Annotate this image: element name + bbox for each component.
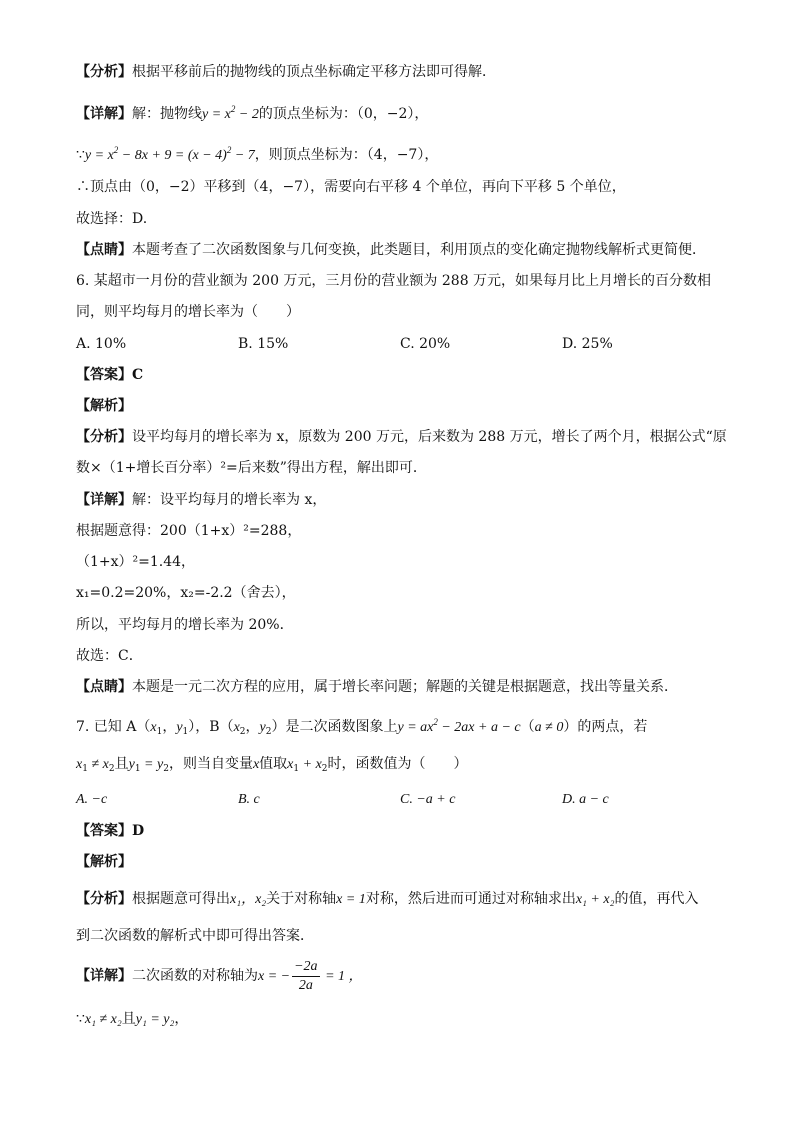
detail-line <box>76 98 428 126</box>
q6-step-5: 故选：C． <box>76 648 143 664</box>
q6-option-d: D. 25% <box>562 336 613 352</box>
detail-text-2: 的顶点坐标为：（0，−2）， <box>258 106 429 122</box>
choice-line <box>76 208 147 230</box>
q6-detail-text: 解：设平均每月的增长率为 x， <box>132 492 327 508</box>
q6-analysis-line-2 <box>76 457 427 479</box>
q6-step-3: x₁=0.2=20%，x₂=-2.2（舍去）， <box>76 585 296 601</box>
q6-option-a: A. 10% <box>76 336 127 352</box>
q7-analysis-label: 【解析】 <box>76 854 132 870</box>
fraction: $\frac{-2a}{2a}$ <box>294 958 318 993</box>
q6-answer: 【答案】C <box>76 367 144 383</box>
q7-answer: 【答案】D <box>76 823 145 839</box>
q6-comment-text: 本题是一元二次方程的应用，属于增长率问题；解题的关键是根据题意，找出等量关系． <box>132 679 678 695</box>
q6-analysis-label: 【解析】 <box>76 398 132 414</box>
equation: $y = ax^2 - 2ax + a - c$ <box>397 717 521 735</box>
detail-tag: 【详解】 <box>76 106 132 122</box>
q7-stem-line-2: $x_1 \ne x_2$且$y_1 = y_2$，则当自变量x值取$x_1 + x_2$时，函数值为（ ） <box>76 756 468 774</box>
q6-stem-text-2: 同，则平均每月的增长率为（ ） <box>76 304 300 320</box>
q6-step-1: 根据题意得：200（1+x）²=288， <box>76 523 302 539</box>
q6-detail-line <box>76 489 326 511</box>
because-text: ，则顶点坐标为：（4，−7）， <box>254 147 439 163</box>
q6-comment-tag: 【点睛】 <box>76 679 132 695</box>
because-line <box>76 139 438 167</box>
q6-comment-line <box>76 676 678 698</box>
q7-detail-line: 【详解】二次函数的对称轴为x = − $\frac{-2a}{2a}$ = 1 ， <box>76 958 363 993</box>
q6-stem-line-2 <box>76 301 300 323</box>
comment-tag: 【点睛】 <box>76 242 132 258</box>
choice-text: 故选择：D. <box>76 211 148 227</box>
q6-analysis-text: 设平均每月的增长率为 x，原数为 200 万元，后来数为 288 万元，增长了两个月，根据公式“原 <box>132 429 727 445</box>
q6-step-4: 所以，平均每月的增长率为 20%． <box>76 617 294 633</box>
equation: $y = x^2 - 8x + 9 = (x - 4)^2 - 7$ <box>84 145 255 163</box>
q7-analysis-line-1: 【分析】根据题意可得出x₁，x₂关于对称轴x = 1对称，然后进而可通过对称轴求出x₁ + x₂的值，再代入 <box>76 891 699 907</box>
q6-analysis-text-2: 数×（1+增长百分率）²=后来数”得出方程，解出即可． <box>76 460 427 476</box>
q7-analysis-line-2 <box>76 925 314 947</box>
q7-option-a: A. −c <box>76 792 108 807</box>
q7-option-c: C. −a + c <box>400 792 456 807</box>
q6-stem-text: 6. 某超市一月份的营业额为 200 万元，三月份的营业额为 288 万元，如果每月比上月增长的百分数相 <box>76 273 712 289</box>
q7-stem-line-1: 7. 已知 $A(x_1$，$y_1$），$B(x_2$，$y_2$）是二次函数图象上$y = ax^2 - 2ax + a - c(a \ne 0)$的两点，若 <box>76 717 648 737</box>
q6-option-b: B. 15% <box>238 336 289 352</box>
therefore-line <box>76 176 626 198</box>
detail-text: 解：抛物线 <box>132 106 202 122</box>
q6-step-2: （1+x）²=1.44， <box>76 554 196 570</box>
therefore-text: ∴顶点由（0，−2）平移到（4，−7），需要向右平移 4 个单位，再向下平移 5 个单位， <box>76 179 626 195</box>
q7-analysis-text-2: 到二次函数的解析式中即可得出答案． <box>76 928 314 944</box>
analysis-text: 根据平移前后的抛物线的顶点坐标确定平移方法即可得解． <box>132 64 496 80</box>
analysis-tag: 【分析】 <box>76 64 132 80</box>
q7-option-d: D. a − c <box>562 792 609 807</box>
analysis-line <box>76 61 496 83</box>
equation: $y = x^2 - 2$ <box>202 104 259 122</box>
q6-option-c: C. 20% <box>400 336 451 352</box>
q6-stem-line-1 <box>76 270 711 292</box>
q7-option-b: B. c <box>238 792 260 807</box>
q6-detail-tag: 【详解】 <box>76 492 132 508</box>
comment-text: 本题考查了二次函数图象与几何变换，此类题目，利用顶点的变化确定抛物线解析式更简便． <box>132 242 706 258</box>
q6-analysis-tag: 【分析】 <box>76 429 132 445</box>
q6-analysis-line-1 <box>76 426 727 448</box>
because-symbol: ∵ <box>76 147 85 163</box>
q7-because-line: ∵x₁ ≠ x₂且y₁ = y₂， <box>76 1011 189 1027</box>
comment-line <box>76 239 706 261</box>
